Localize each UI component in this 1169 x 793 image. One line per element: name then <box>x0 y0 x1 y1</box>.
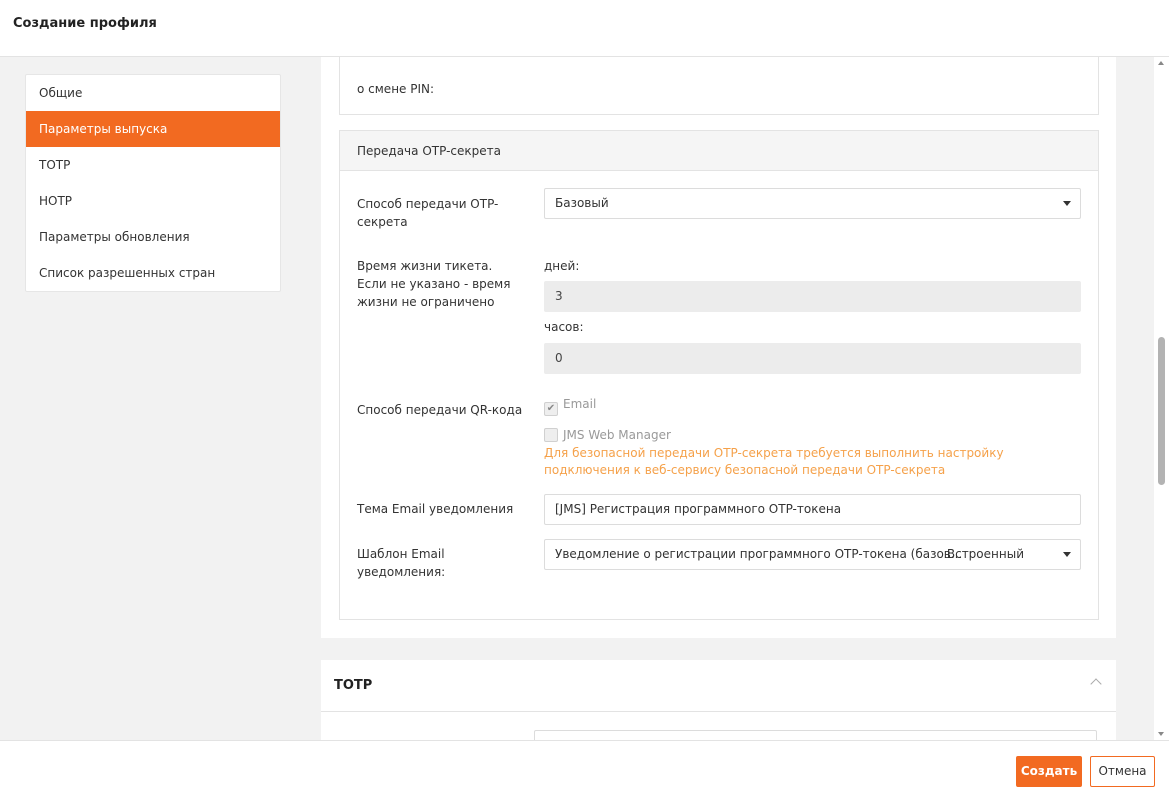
sidebar-item-totp[interactable]: TOTP <box>39 158 71 172</box>
qr-jms-option[interactable] <box>544 427 671 443</box>
scroll-up-icon[interactable] <box>1158 61 1164 65</box>
email-template-select[interactable] <box>544 539 1081 570</box>
sidebar-item-issue-params[interactable]: Параметры выпуска <box>26 111 280 147</box>
otp-method-value: Базовый <box>555 196 609 210</box>
sidebar-item-update-params[interactable]: Параметры обновления <box>39 230 190 244</box>
otp-method-select[interactable] <box>544 188 1081 219</box>
chevron-down-icon <box>1063 201 1071 206</box>
qr-email-label: Email <box>563 397 597 411</box>
scroll-down-icon[interactable] <box>1158 732 1164 736</box>
otp-method-label: Способ передачи OTP-секрета <box>357 197 499 229</box>
email-template-label: Шаблон Email уведомления: <box>357 547 446 579</box>
hours-input[interactable]: 0 <box>544 343 1081 374</box>
cancel-button[interactable]: Отмена <box>1090 756 1155 787</box>
otp-transfer-heading: Передача OTP-секрета <box>340 131 1098 171</box>
pin-change-box <box>339 57 1099 115</box>
dialog-title: Создание профиля <box>13 16 157 31</box>
dialog-footer <box>0 740 1169 793</box>
secure-transfer-warning: Для безопасной передачи OTP-секрета требуется выполнить настройку подключения к веб-сервису безопасной передачи OTP-секрета <box>544 446 1004 477</box>
email-template-value: Уведомление о регистрации программного OTP-токена (базов... <box>555 547 963 561</box>
days-input[interactable]: 3 <box>544 281 1081 312</box>
sidebar-nav <box>25 74 281 292</box>
sidebar-item-general[interactable]: Общие <box>39 86 83 100</box>
sidebar-item-allowed-countries[interactable]: Список разрешенных стран <box>39 266 216 280</box>
totp-heading[interactable]: TOTP <box>321 660 1116 712</box>
ticket-lifetime-label: Время жизни тикета. Если не указано - время жизни не ограничено <box>357 259 511 309</box>
create-button[interactable]: Создать <box>1016 756 1082 787</box>
scrollbar[interactable] <box>1154 57 1169 740</box>
pin-change-label: о смене PIN: <box>357 82 435 96</box>
email-subject-input[interactable]: [JMS] Регистрация программного OTP-токена <box>544 494 1081 525</box>
qr-jms-label: JMS Web Manager <box>563 428 671 442</box>
email-template-badge: Встроенный <box>946 547 1024 561</box>
chevron-down-icon <box>1063 552 1071 557</box>
qr-email-option[interactable] <box>544 396 596 412</box>
dialog-header <box>0 0 1169 57</box>
checkbox-unchecked-icon[interactable] <box>544 428 558 442</box>
hours-label: часов: <box>544 320 584 334</box>
scrollbar-thumb[interactable] <box>1158 337 1165 485</box>
email-subject-label: Тема Email уведомления <box>357 502 514 516</box>
checkbox-checked-icon[interactable]: ✔ <box>544 402 558 416</box>
days-label: дней: <box>544 259 580 273</box>
issue-params-panel <box>321 57 1116 638</box>
qr-method-label: Способ передачи QR-кода <box>357 403 523 417</box>
totp-field[interactable] <box>534 730 1097 740</box>
totp-panel <box>321 660 1116 740</box>
sidebar-item-hotp[interactable]: HOTP <box>39 194 73 208</box>
otp-transfer-box <box>339 130 1099 620</box>
dialog-body <box>0 57 1169 740</box>
